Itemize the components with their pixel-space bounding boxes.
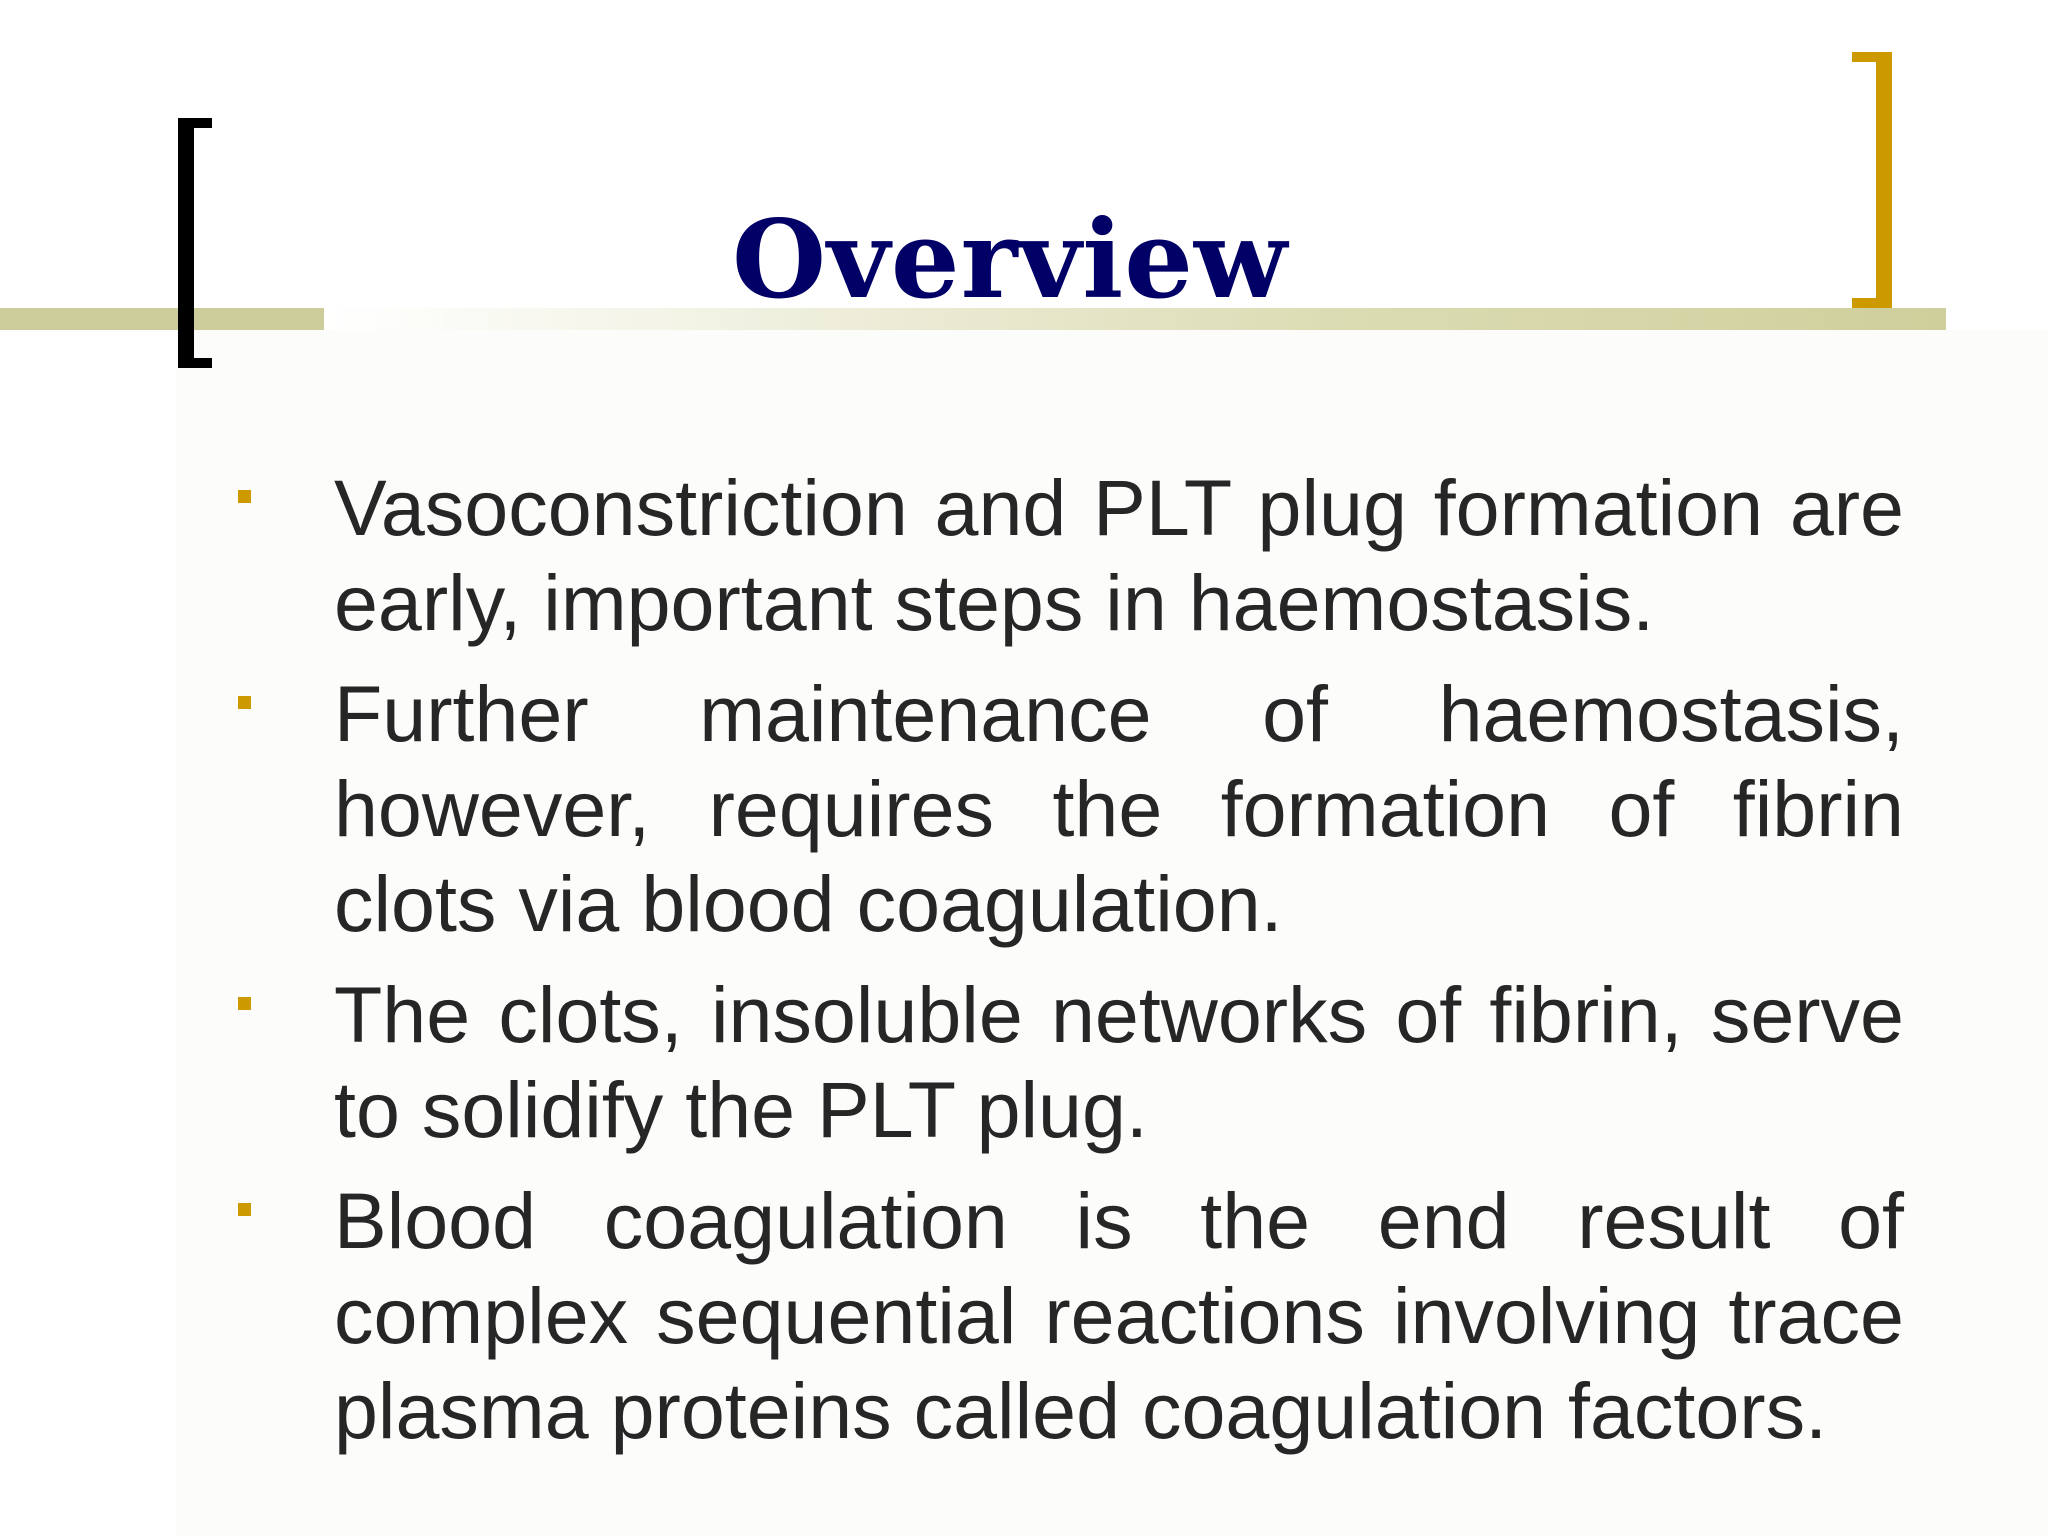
bullet-text: The clots, insoluble networks of fibrin, serve to solidify the PLT plug. bbox=[334, 970, 1904, 1154]
bullet-item bbox=[232, 967, 1904, 1157]
title-rule-left bbox=[0, 308, 324, 330]
right-bracket-icon bbox=[1852, 52, 1892, 308]
square-bullet-icon bbox=[238, 997, 251, 1010]
square-bullet-icon bbox=[238, 1203, 251, 1216]
bullet-text: Vasoconstriction and PLT plug formation are early, important steps in haemostasis. bbox=[334, 463, 1904, 647]
bullet-item bbox=[232, 666, 1904, 951]
slide-title: Overview bbox=[732, 197, 1288, 323]
bullet-list bbox=[232, 460, 1904, 1474]
square-bullet-icon bbox=[238, 696, 251, 709]
bullet-item bbox=[232, 460, 1904, 650]
bullet-item bbox=[232, 1173, 1904, 1458]
square-bullet-icon bbox=[238, 490, 251, 503]
bullet-text: Further maintenance of haemostasis, however, requires the formation of fibrin clots via blood coagulation. bbox=[334, 669, 1904, 948]
bullet-text: Blood coagulation is the end result of complex sequential reactions involving trace plasma proteins called coagulation factors. bbox=[334, 1176, 1904, 1455]
left-bracket-icon bbox=[178, 118, 212, 368]
